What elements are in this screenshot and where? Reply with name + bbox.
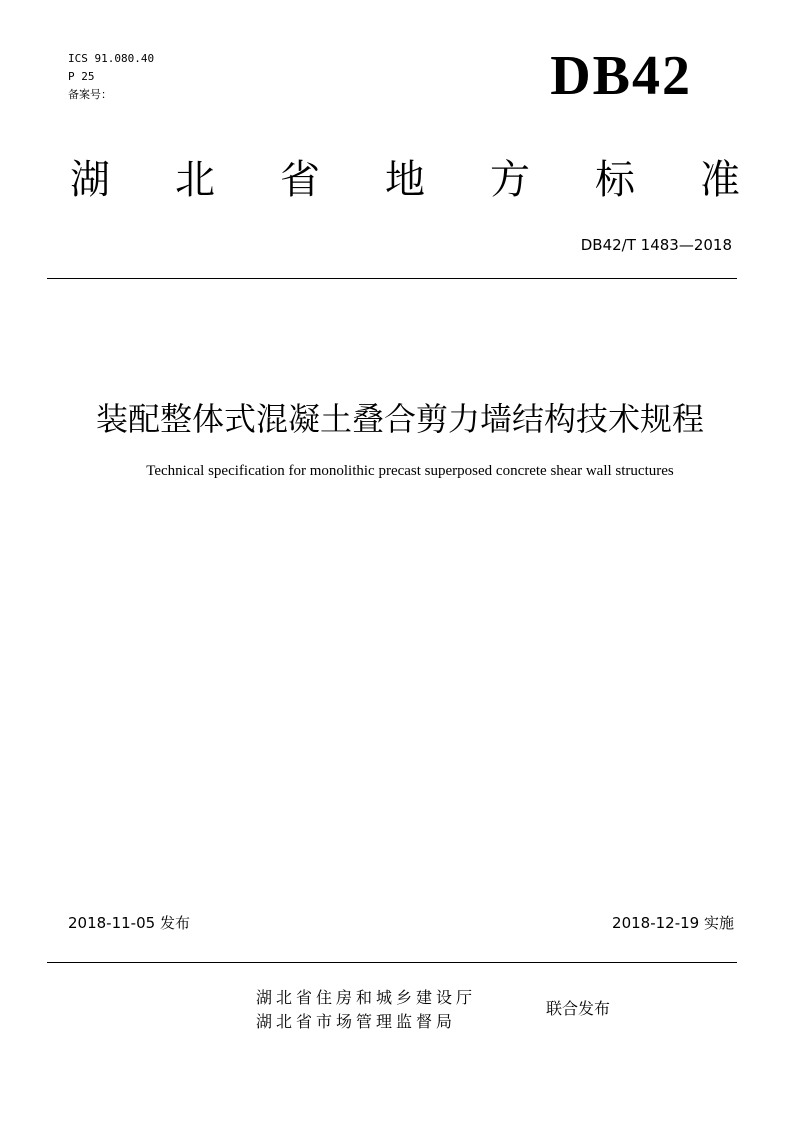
issuer-name: 湖北省市场管理监督局 bbox=[256, 1012, 457, 1031]
title-char: 北 bbox=[175, 157, 215, 203]
ics-code: ICS 91.080.40 bbox=[68, 52, 155, 65]
title-char: 准 bbox=[700, 157, 740, 203]
title-char: 地 bbox=[385, 157, 425, 203]
issuing-authorities bbox=[256, 986, 476, 1034]
top-divider bbox=[47, 278, 737, 279]
filing-number-label: 备案号： bbox=[68, 88, 112, 101]
title-char: 湖 bbox=[70, 157, 110, 203]
document-title-chinese: 装配整体式混凝土叠合剪力墙结构技术规程 bbox=[95, 400, 704, 438]
category-code: P 25 bbox=[68, 70, 95, 83]
standard-type-title bbox=[60, 150, 750, 210]
standard-number: DB42/T 1483—2018 bbox=[580, 236, 732, 254]
bottom-divider bbox=[47, 962, 737, 963]
issuer-name: 湖北省住房和城乡建设厅 bbox=[256, 988, 477, 1007]
publish-date: 2018-11-05 发布 bbox=[68, 914, 190, 932]
header-metadata bbox=[68, 50, 154, 104]
title-char: 方 bbox=[490, 157, 530, 203]
joint-issue-label: 联合发布 bbox=[546, 999, 611, 1018]
standard-code-logo: DB42 bbox=[550, 45, 692, 107]
effective-date: 2018-12-19 实施 bbox=[612, 914, 734, 932]
title-char: 标 bbox=[595, 157, 635, 203]
document-title-english: Technical specification for monolithic precast superposed concrete shear wall structures bbox=[146, 463, 674, 479]
title-char: 省 bbox=[280, 157, 320, 203]
